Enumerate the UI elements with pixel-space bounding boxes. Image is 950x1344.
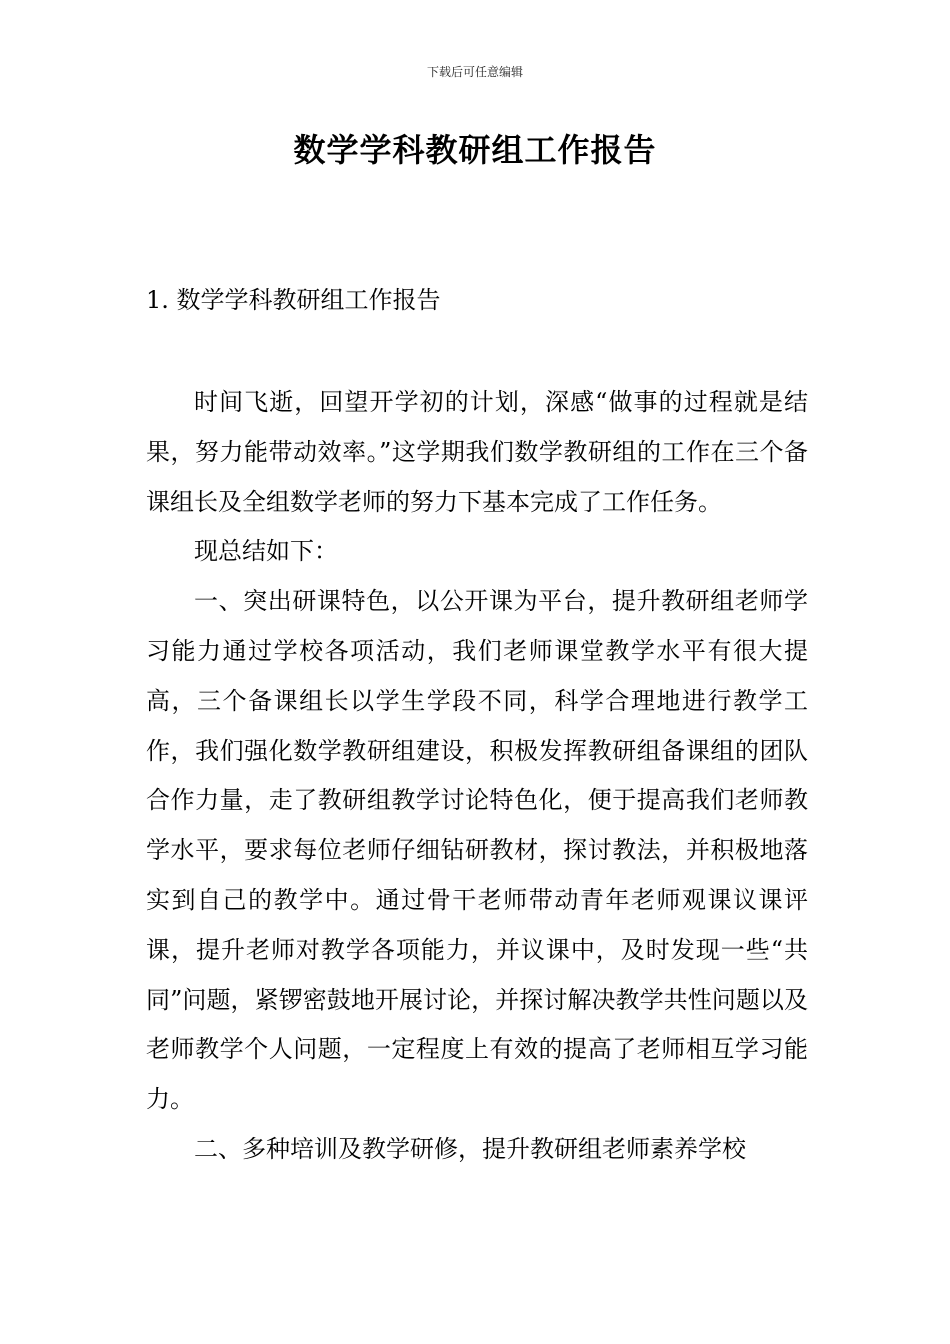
paragraph-summary-lead: 现总结如下：	[194, 537, 338, 566]
paragraph-section-two: 二、多种培训及教学研修，提升教研组老师素养学校	[194, 1134, 746, 1163]
paragraph-intro: 时间飞逝，回望开学初的计划，深感“做事的过程就是结果，努力能带动效率。”这学期我们数学教研组的工作在三个备课组长及全组数学老师的努力下基本完成了工作任务。	[146, 388, 808, 516]
body-text	[146, 378, 808, 1175]
paragraph-section-one: 一、突出研课特色，以公开课为平台，提升教研组老师学习能力通过学校各项活动，我们老师课堂教学水平有很大提高，三个备课组长以学生学段不同，科学合理地进行教学工作，我们强化数学教研组建设，积极发挥教研组备课组的团队合作力量，走了教研组教学讨论特色化，便于提高我们老师教学水平，要求每位老师仔细钻研教材，探讨教法，并积极地落实到自己的教学中。通过骨干老师带动青年老师观课议课评课，提升老师对教学各项能力，并议课中，及时发现一些“共同”问题，紧锣密鼓地开展讨论，并探讨解决教学共性问题以及老师教学个人问题，一定程度上有效的提高了老师相互学习能力。	[146, 587, 808, 1114]
download-note: 下载后可任意编辑	[426, 65, 523, 79]
document-title: 数学学科教研组工作报告	[293, 131, 657, 169]
section-heading: 1. 数学学科教研组工作报告	[146, 286, 441, 314]
